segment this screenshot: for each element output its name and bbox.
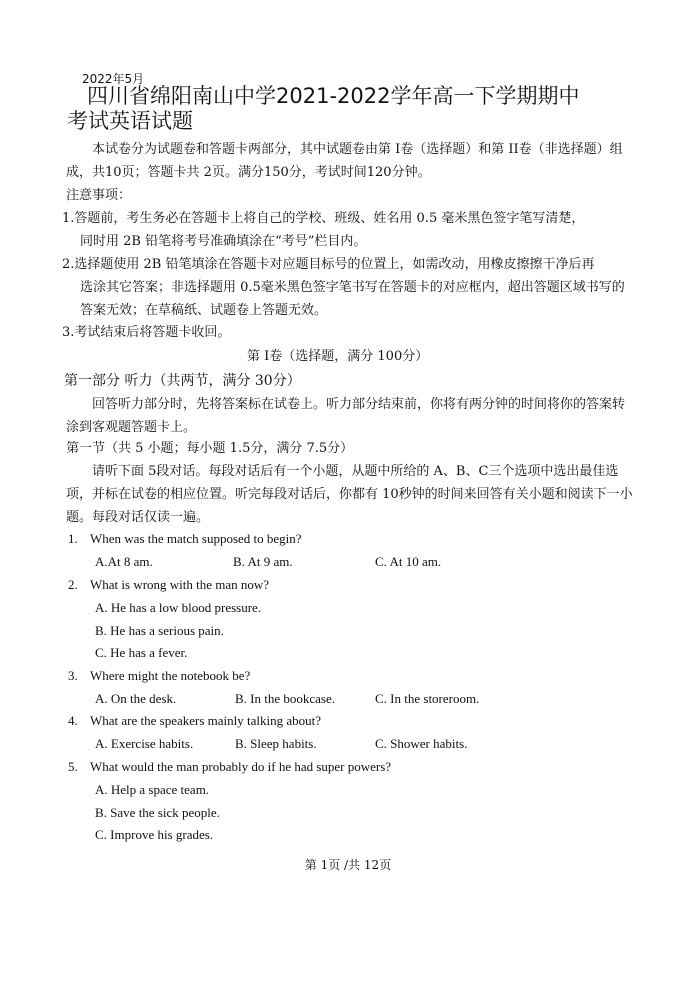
option-a[interactable]: A. On the desk.	[95, 691, 177, 706]
question-1	[68, 531, 302, 547]
question-number: 2.	[68, 577, 78, 592]
notice-item-text: 考试结束后将答题卡收回。	[74, 325, 231, 340]
notice-item-continuation: 同时用 2B 铅笔将考号准确填涂在“考号”栏目内。	[80, 234, 367, 249]
option-b[interactable]: B. At 9 am.	[233, 554, 293, 569]
question-2	[68, 577, 269, 593]
option-c[interactable]: C. At 10 am.	[375, 554, 442, 569]
part1-instructions: 回答听力部分时，先将答案标在试卷上。听力部分结束前，你将有两分钟的时间将你的答案转涂到客观题答题卡上。	[66, 397, 626, 435]
notice-item-number: 1.	[62, 211, 75, 226]
part1-heading: 第一部分 听力（共两节，满分 30分）	[64, 373, 301, 389]
question-text: Where might the notebook be?	[90, 668, 251, 683]
question-number: 3.	[68, 668, 78, 683]
option-b[interactable]: B. Sleep habits.	[235, 736, 317, 751]
option-c[interactable]: C. Shower habits.	[375, 736, 468, 751]
notice-item-2	[62, 253, 634, 322]
title-line-1: 四川省绵阳南山中学2021-2022学年高一下学期期中	[87, 84, 580, 108]
option-a[interactable]: A. He has a low blood pressure.	[95, 600, 262, 615]
option-a[interactable]: A. Help a space team.	[95, 782, 210, 797]
page-number-footer: 第 1页 /共 12页	[304, 858, 392, 872]
intro-paragraph: 本试卷分为试题卷和答题卡两部分，其中试题卷由第 I卷（选择题）和第 II卷（非选择题）组成，共10页；答题卡共 2页。满分150分，考试时间120分钟。	[66, 142, 623, 180]
question-text: When was the match supposed to begin?	[90, 531, 302, 546]
option-a[interactable]: A.At 8 am.	[95, 554, 153, 569]
page-title	[67, 84, 667, 134]
option-b[interactable]: B. Save the sick people.	[95, 805, 220, 820]
notice-item-1	[62, 207, 634, 253]
part1-sub-instructions: 请听下面 5段对话。每段对话后有一个小题，从题中所给的 A、B、C三个选项中选出最佳选项，并标在试卷的相应位置。听完每段对话后，你都有 10秒钟的时间来回答有关小题和阅读下一小题。每段对话仅读一遍。	[66, 464, 633, 525]
title-line-2: 考试英语试题	[67, 109, 193, 133]
option-c[interactable]: C. In the storeroom.	[375, 691, 480, 706]
question-5	[68, 759, 391, 775]
question-number: 1.	[68, 531, 78, 546]
exam-date: 2022年5月	[82, 72, 145, 86]
question-4	[68, 713, 321, 729]
part1-sub-heading: 第一节（共 5 小题；每小题 1.5分，满分 7.5分）	[66, 441, 354, 456]
notice-item-continuation: 选涂其它答案；非选择题用 0.5毫米黑色签字笔书写在答题卡的对应框内，超出答题区域书写的答案无效；在草稿纸、试题卷上答题无效。	[80, 280, 625, 318]
option-b[interactable]: B. In the bookcase.	[235, 691, 336, 706]
question-3	[68, 668, 250, 684]
option-c[interactable]: C. Improve his grades.	[95, 827, 214, 842]
question-text: What is wrong with the man now?	[90, 577, 270, 592]
option-a[interactable]: A. Exercise habits.	[95, 736, 194, 751]
question-text: What are the speakers mainly talking about?	[90, 713, 322, 728]
section-heading: 第 I卷（选择题，满分 100分）	[247, 349, 429, 364]
notice-item-number: 2.	[62, 257, 75, 272]
notice-item-number: 3.	[62, 325, 75, 340]
option-b[interactable]: B. He has a serious pain.	[95, 623, 224, 638]
question-number: 4.	[68, 713, 78, 728]
option-c[interactable]: C. He has a fever.	[95, 645, 188, 660]
question-text: What would the man probably do if he had super powers?	[90, 759, 392, 774]
notice-item-text: 答题前，考生务必在答题卡上将自己的学校、班级、姓名用 0.5 毫米黑色签字笔写清楚，	[74, 211, 585, 226]
notice-item-3	[62, 321, 634, 344]
question-number: 5.	[68, 759, 78, 774]
notice-item-text: 选择题使用 2B 铅笔填涂在答题卡对应题目标号的位置上，如需改动，用橡皮擦擦干净后再	[74, 257, 595, 272]
notice-heading: 注意事项：	[66, 188, 132, 203]
